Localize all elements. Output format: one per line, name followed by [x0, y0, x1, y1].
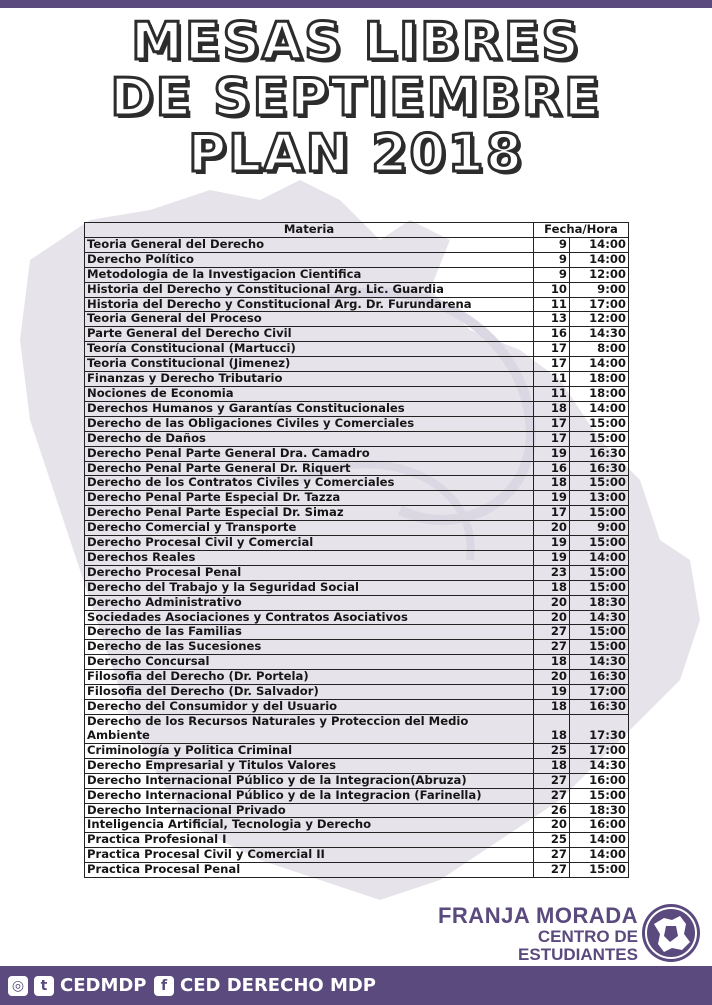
- time-cell: 15:00: [570, 476, 629, 491]
- time-cell: 15:00: [570, 565, 629, 580]
- day-cell: 17: [534, 342, 570, 357]
- table-row: [85, 550, 629, 565]
- table-row: [85, 743, 629, 758]
- table-row: [85, 595, 629, 610]
- day-cell: 10: [534, 282, 570, 297]
- time-cell: 8:00: [570, 342, 629, 357]
- table-row: [85, 521, 629, 536]
- day-cell: 17: [534, 357, 570, 372]
- table-row: [85, 803, 629, 818]
- time-cell: 14:30: [570, 758, 629, 773]
- day-cell: 25: [534, 833, 570, 848]
- day-cell: 16: [534, 461, 570, 476]
- day-cell: 18: [534, 580, 570, 595]
- day-cell: 16: [534, 327, 570, 342]
- table-row: [85, 640, 629, 655]
- time-cell: 15:00: [570, 788, 629, 803]
- day-cell: 27: [534, 625, 570, 640]
- subject-cell: Derecho de los Recursos Naturales y Proteccion del Medio Ambiente: [85, 714, 534, 743]
- table-row: [85, 670, 629, 685]
- subject-cell: Derechos Reales: [85, 550, 534, 565]
- table-row: [85, 327, 629, 342]
- subject-cell: Parte General del Derecho Civil: [85, 327, 534, 342]
- table-row: [85, 312, 629, 327]
- day-cell: 18: [534, 714, 570, 743]
- time-cell: 17:00: [570, 685, 629, 700]
- table-row: [85, 461, 629, 476]
- subject-cell: Derecho de las Familias: [85, 625, 534, 640]
- time-cell: 15:00: [570, 580, 629, 595]
- table-row: [85, 818, 629, 833]
- table-row: [85, 267, 629, 282]
- time-cell: 17:30: [570, 714, 629, 743]
- subject-cell: Derecho Penal Parte General Dr. Riquert: [85, 461, 534, 476]
- table-row: [85, 237, 629, 252]
- header-fecha-hora: Fecha/Hora: [534, 223, 629, 238]
- time-cell: 15:00: [570, 431, 629, 446]
- time-cell: 14:00: [570, 357, 629, 372]
- subject-cell: Practica Procesal Civil y Comercial II: [85, 848, 534, 863]
- table-header-row: [85, 223, 629, 238]
- table-row: [85, 610, 629, 625]
- subject-cell: Derecho Penal Parte Especial Dr. Simaz: [85, 506, 534, 521]
- table-row: [85, 714, 629, 743]
- title-line-2: DE SEPTIEMBRE: [110, 68, 602, 128]
- time-cell: 18:30: [570, 595, 629, 610]
- subject-cell: Criminología y Politica Criminal: [85, 743, 534, 758]
- table-row: [85, 476, 629, 491]
- day-cell: 9: [534, 252, 570, 267]
- time-cell: 18:30: [570, 803, 629, 818]
- time-cell: 16:30: [570, 670, 629, 685]
- time-cell: 16:30: [570, 700, 629, 715]
- table-row: [85, 833, 629, 848]
- table-row: [85, 655, 629, 670]
- time-cell: 14:00: [570, 550, 629, 565]
- subject-cell: Derecho Internacional Privado: [85, 803, 534, 818]
- time-cell: 18:00: [570, 386, 629, 401]
- table-row: [85, 685, 629, 700]
- time-cell: 16:00: [570, 773, 629, 788]
- subject-cell: Derecho Penal Parte Especial Dr. Tazza: [85, 491, 534, 506]
- title-line-1: MESAS LIBRES: [131, 12, 581, 72]
- time-cell: 9:00: [570, 282, 629, 297]
- day-cell: 19: [534, 550, 570, 565]
- table-row: [85, 580, 629, 595]
- subject-cell: Teoria General del Proceso: [85, 312, 534, 327]
- day-cell: 18: [534, 655, 570, 670]
- time-cell: 14:30: [570, 327, 629, 342]
- day-cell: 20: [534, 818, 570, 833]
- table-row: [85, 342, 629, 357]
- time-cell: 18:00: [570, 372, 629, 387]
- table-row: [85, 431, 629, 446]
- table-row: [85, 700, 629, 715]
- table-row: [85, 773, 629, 788]
- day-cell: 17: [534, 416, 570, 431]
- subject-cell: Derecho Internacional Público y de la Integracion (Farinella): [85, 788, 534, 803]
- day-cell: 20: [534, 521, 570, 536]
- day-cell: 11: [534, 386, 570, 401]
- facebook-icon: f: [154, 976, 174, 996]
- table-row: [85, 848, 629, 863]
- table-row: [85, 386, 629, 401]
- time-cell: 15:00: [570, 625, 629, 640]
- time-cell: 14:30: [570, 610, 629, 625]
- subject-cell: Derecho de los Contratos Civiles y Comerciales: [85, 476, 534, 491]
- subject-cell: Teoria Constitucional (Jimenez): [85, 357, 534, 372]
- day-cell: 20: [534, 610, 570, 625]
- time-cell: 13:00: [570, 491, 629, 506]
- subject-cell: Inteligencia Artificial, Tecnologia y Derecho: [85, 818, 534, 833]
- subject-cell: Derecho Penal Parte General Dra. Camadro: [85, 446, 534, 461]
- time-cell: 17:00: [570, 297, 629, 312]
- day-cell: 9: [534, 267, 570, 282]
- day-cell: 17: [534, 431, 570, 446]
- day-cell: 18: [534, 401, 570, 416]
- day-cell: 23: [534, 565, 570, 580]
- day-cell: 18: [534, 700, 570, 715]
- subject-cell: Derecho Administrativo: [85, 595, 534, 610]
- header-materia: Materia: [85, 223, 534, 238]
- subject-cell: Derecho Político: [85, 252, 534, 267]
- subject-cell: Derecho del Consumidor y del Usuario: [85, 700, 534, 715]
- top-border: [0, 0, 712, 8]
- subject-cell: Nociones de Economia: [85, 386, 534, 401]
- table-row: [85, 758, 629, 773]
- time-cell: 15:00: [570, 416, 629, 431]
- day-cell: 18: [534, 476, 570, 491]
- schedule-table: [84, 222, 629, 878]
- table-row: [85, 357, 629, 372]
- subject-cell: Historia del Derecho y Constitucional Arg. Dr. Furundarena: [85, 297, 534, 312]
- subject-cell: Teoría Constitucional (Martucci): [85, 342, 534, 357]
- table-row: [85, 625, 629, 640]
- table-row: [85, 506, 629, 521]
- twitter-icon: t: [34, 976, 54, 996]
- day-cell: 19: [534, 446, 570, 461]
- subject-cell: Filosofia del Derecho (Dr. Salvador): [85, 685, 534, 700]
- time-cell: 16:30: [570, 446, 629, 461]
- day-cell: 27: [534, 788, 570, 803]
- day-cell: 18: [534, 758, 570, 773]
- subject-cell: Filosofia del Derecho (Dr. Portela): [85, 670, 534, 685]
- table-row: [85, 536, 629, 551]
- day-cell: 17: [534, 506, 570, 521]
- table-row: [85, 416, 629, 431]
- social-handle-group[interactable]: [8, 975, 147, 996]
- subject-cell: Historia del Derecho y Constitucional Arg. Lic. Guardia: [85, 282, 534, 297]
- social-handle: CEDMDP: [60, 975, 147, 996]
- time-cell: 14:00: [570, 252, 629, 267]
- subject-cell: Metodologia de la Investigacion Cientifica: [85, 267, 534, 282]
- day-cell: 20: [534, 670, 570, 685]
- time-cell: 12:00: [570, 312, 629, 327]
- table-row: [85, 788, 629, 803]
- day-cell: 27: [534, 640, 570, 655]
- title-block: [0, 14, 712, 182]
- subject-cell: Derecho Procesal Penal: [85, 565, 534, 580]
- logo-icon: [640, 902, 702, 964]
- brand-name: FRANJA MORADA: [437, 903, 638, 928]
- time-cell: 12:00: [570, 267, 629, 282]
- time-cell: 17:00: [570, 743, 629, 758]
- day-cell: 19: [534, 491, 570, 506]
- time-cell: 14:00: [570, 848, 629, 863]
- footer-bar: [0, 966, 712, 1005]
- table-row: [85, 252, 629, 267]
- subject-cell: Derecho Concursal: [85, 655, 534, 670]
- time-cell: 15:00: [570, 506, 629, 521]
- day-cell: 25: [534, 743, 570, 758]
- time-cell: 14:00: [570, 237, 629, 252]
- title-line-3: PLAN 2018: [188, 124, 524, 184]
- schedule-table-container: [84, 222, 628, 878]
- subject-cell: Finanzas y Derecho Tributario: [85, 372, 534, 387]
- time-cell: 9:00: [570, 521, 629, 536]
- table-row: [85, 401, 629, 416]
- day-cell: 9: [534, 237, 570, 252]
- day-cell: 20: [534, 595, 570, 610]
- time-cell: 16:30: [570, 461, 629, 476]
- subject-cell: Teoria General del Derecho: [85, 237, 534, 252]
- table-row: [85, 282, 629, 297]
- day-cell: 13: [534, 312, 570, 327]
- day-cell: 27: [534, 848, 570, 863]
- time-cell: 15:00: [570, 640, 629, 655]
- table-row: [85, 863, 629, 878]
- subject-cell: Derecho de Daños: [85, 431, 534, 446]
- table-row: [85, 491, 629, 506]
- subject-cell: Practica Profesional I: [85, 833, 534, 848]
- time-cell: 14:00: [570, 401, 629, 416]
- subject-cell: Derecho Internacional Público y de la Integracion(Abruza): [85, 773, 534, 788]
- subject-cell: Sociedades Asociaciones y Contratos Asociativos: [85, 610, 534, 625]
- time-cell: 15:00: [570, 863, 629, 878]
- time-cell: 15:00: [570, 536, 629, 551]
- table-row: [85, 565, 629, 580]
- subject-cell: Derecho de las Obligaciones Civiles y Comerciales: [85, 416, 534, 431]
- subject-cell: Derecho Empresarial y Titulos Valores: [85, 758, 534, 773]
- time-cell: 14:00: [570, 833, 629, 848]
- brand-subtitle: CENTRO DE ESTUDIANTES: [518, 927, 638, 964]
- day-cell: 11: [534, 372, 570, 387]
- day-cell: 27: [534, 863, 570, 878]
- subject-cell: Derechos Humanos y Garantías Constitucionales: [85, 401, 534, 416]
- day-cell: 11: [534, 297, 570, 312]
- table-row: [85, 372, 629, 387]
- subject-cell: Derecho de las Sucesiones: [85, 640, 534, 655]
- subject-cell: Derecho Comercial y Transporte: [85, 521, 534, 536]
- day-cell: 26: [534, 803, 570, 818]
- instagram-icon: ◎: [8, 976, 28, 996]
- facebook-page-name: CED DERECHO MDP: [180, 975, 376, 996]
- table-row: [85, 297, 629, 312]
- day-cell: 19: [534, 685, 570, 700]
- subject-cell: Derecho Procesal Civil y Comercial: [85, 536, 534, 551]
- time-cell: 16:00: [570, 818, 629, 833]
- facebook-page-group[interactable]: [154, 975, 376, 996]
- day-cell: 19: [534, 536, 570, 551]
- subject-cell: Practica Procesal Penal: [85, 863, 534, 878]
- day-cell: 27: [534, 773, 570, 788]
- table-row: [85, 446, 629, 461]
- time-cell: 14:30: [570, 655, 629, 670]
- subject-cell: Derecho del Trabajo y la Seguridad Social: [85, 580, 534, 595]
